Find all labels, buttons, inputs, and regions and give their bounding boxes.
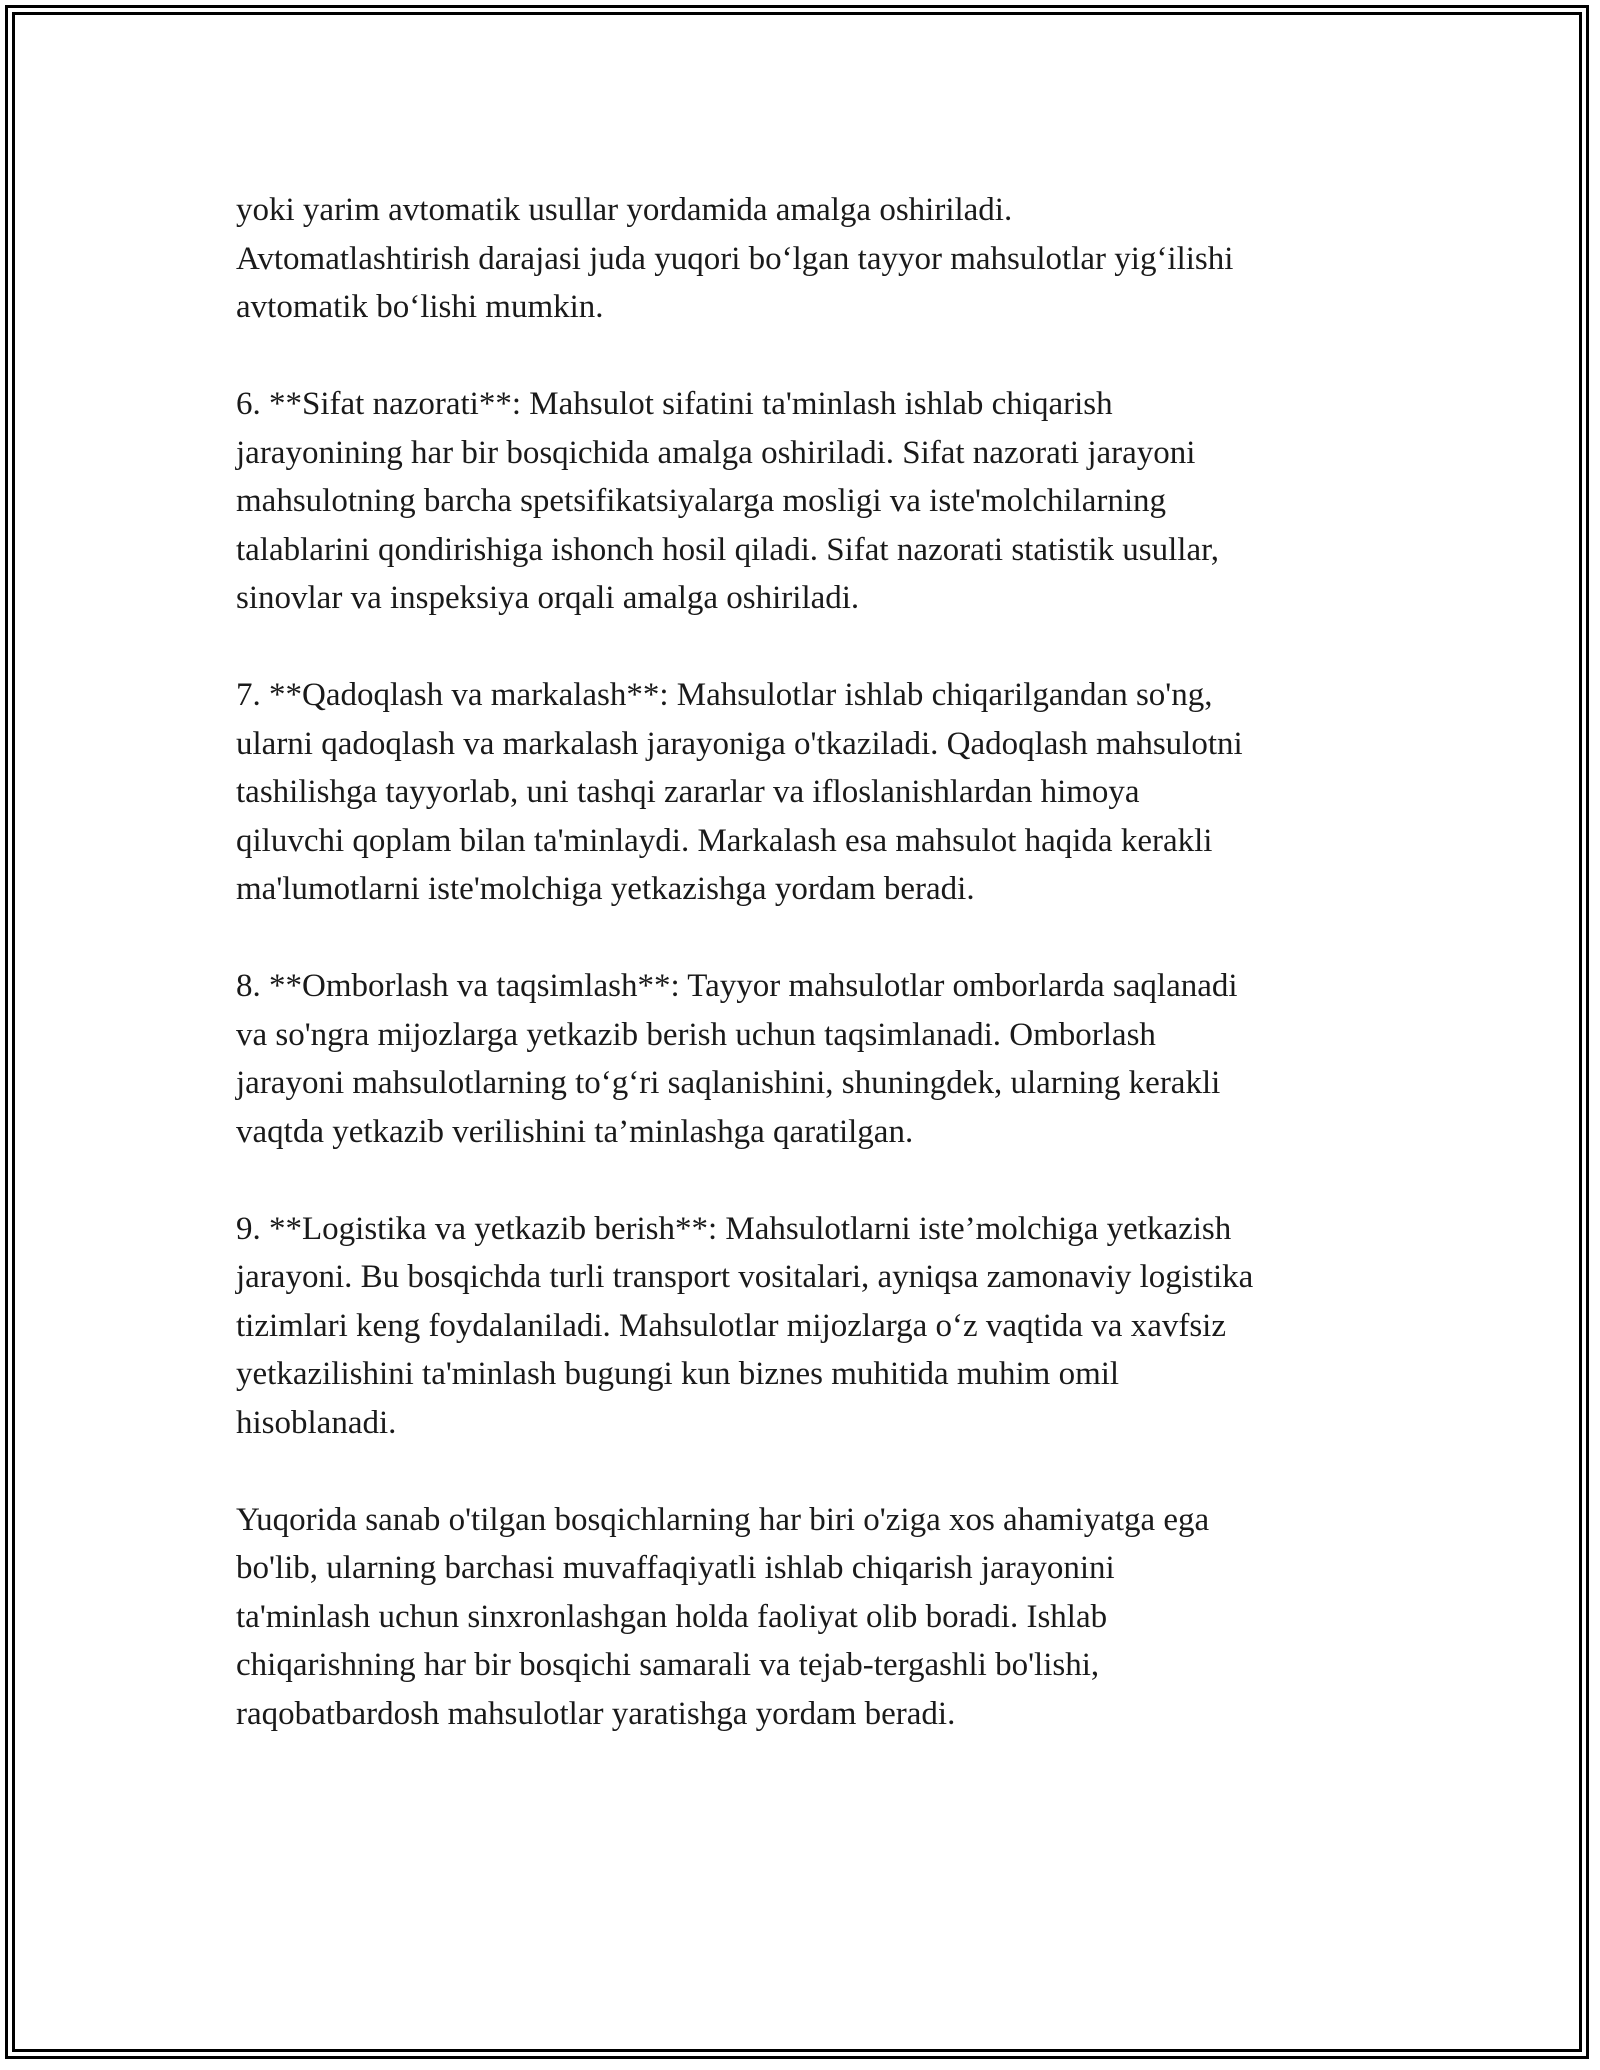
paragraph-warehousing-distribution: 8. **Omborlash va taqsimlash**: Tayyor mahsulotlar omborlarda saqlanadi va so'ngra mijozlarga yetkazib berish uchun taqsimlanadi. Omborlash jarayoni mahsulotlarning to‘g‘ri saqlanishini, shuningdek, ularning kerakli vaqtda yetkazib verilishini ta’minlashga qaratilgan. — [236, 968, 1238, 1150]
paragraph-intro-continuation: yoki yarim avtomatik usullar yordamida amalga oshiriladi. Avtomatlashtirish darajasi juda yuqori bo‘lgan tayyor mahsulotlar yig‘ilishi avtomatik bo‘lishi mumkin. — [236, 192, 1234, 325]
paragraph-quality-control: 6. **Sifat nazorati**: Mahsulot sifatini ta'minlash ishlab chiqarish jarayonining har bir bosqichida amalga oshiriladi. Sifat nazorati jarayoni mahsulotning barcha spetsifikatsiyalarga mosligi va iste'molchilarning talablarini qondirishiga ishonch hosil qiladi. Sifat nazorati statistik usullar, sinovlar va inspeksiya orqali amalga oshiriladi. — [236, 386, 1220, 616]
paragraph-conclusion: Yuqorida sanab o'tilgan bosqichlarning har biri o'ziga xos ahamiyatga ega bo'lib, ularning barchasi muvaffaqiyatli ishlab chiqarish jarayonini ta'minlash uchun sinxronlashgan holda faoliyat olib boradi. Ishlab chiqarishning har bir bosqichi samarali va tejab-tergashli bo'lishi, raqobatbardosh mahsulotlar yaratishga yordam beradi. — [236, 1501, 1210, 1732]
paragraph-packaging-labeling: 7. **Qadoqlash va markalash**: Mahsulotlar ishlab chiqarilgandan so'ng, ularni qadoqlash va markalash jarayoniga o'tkaziladi. Qadoqlash mahsulotni tashilishga tayyorlab, uni tashqi zararlar va ifloslanishlardan himoya qiluvchi qoplam bilan ta'minlaydi. Markalash esa mahsulot haqida kerakli ma'lumotlarni iste'molchiga yetkazishga yordam beradi. — [236, 677, 1243, 907]
paragraph-logistics-delivery: 9. **Logistika va yetkazib berish**: Mahsulotlarni iste’molchiga yetkazish jarayoni. Bu bosqichda turli transport vositalari, ayniqsa zamonaviy logistika tizimlari keng foydalaniladi. Mahsulotlar mijozlarga o‘z vaqtida va xavfsiz yetkazilishini ta'minlash bugungi kun biznes muhitida muhim omil hisoblanadi. — [236, 1210, 1254, 1441]
document-body — [236, 186, 1386, 1787]
